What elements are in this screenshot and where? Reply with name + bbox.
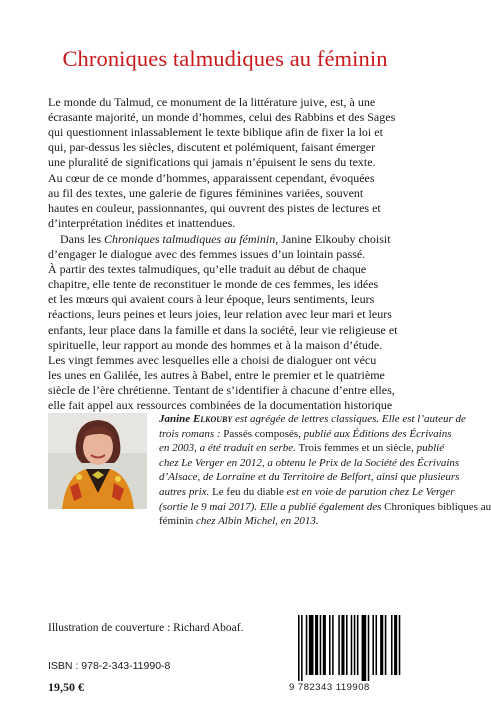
book-name: Trois femmes et un siècle, — [298, 442, 414, 455]
barcode-bar — [341, 615, 344, 675]
text-line: d’interprétation inédites et inattendues. — [48, 216, 236, 231]
book-name: Passés composés, — [223, 427, 301, 440]
text-span: en 2003, a été traduit en serbe. — [159, 442, 296, 455]
book-name: Chroniques bibliques au — [384, 500, 491, 513]
barcode-bar — [320, 615, 322, 675]
barcode-bar — [357, 615, 359, 675]
text-span: chez Le Verger en 2012, a obtenu le Prix de la Société des Écrivains — [159, 456, 460, 469]
barcode-bar — [391, 615, 393, 675]
text-line: et les mœurs qui avaient cours à leur époque, leurs sentiments, leurs — [48, 292, 375, 307]
text-line: réactions, leurs peines et leurs joies, leur relation avec leur mari et leurs — [48, 307, 392, 322]
text-line: hautes en couleur, passionnantes, qui ouvrent des pistes de lectures et — [48, 201, 381, 216]
barcode-bar — [329, 615, 331, 675]
barcode-bar — [368, 615, 370, 681]
barcode-bar — [394, 615, 397, 675]
barcode-bar — [346, 615, 348, 675]
author-first-name: Janine — [159, 413, 191, 425]
ean13-barcode-icon — [289, 615, 406, 681]
text-line: siècle de l’ère chrétienne. Tentant de s’identifier à chacune d’entre elles, — [48, 382, 395, 397]
book-name: féminin — [159, 515, 194, 528]
text-line: Les vingt femmes avec lesquelles elle a choisi de dialoguer ont vécu — [48, 352, 377, 367]
bio-line — [159, 412, 466, 427]
illustration-credit: Illustration de couverture : Richard Aboaf. — [48, 622, 244, 634]
text-line: une pluralité de significations qui jamais n’épuisent le sens du texte. — [48, 155, 376, 170]
bio-line — [159, 514, 405, 529]
barcode-digits: 9 782343 119908 — [289, 682, 370, 693]
text-span: d’Alsace, de Lorraine et du Territoire de Belfort, ainsi que plusieurs — [159, 471, 460, 484]
barcode-bar — [306, 615, 308, 675]
text-line: spirituelle, leur rapport au monde des hommes et à la maison d’étude. — [48, 337, 383, 352]
paragraph-1 — [48, 95, 404, 170]
barcode-bar — [351, 615, 353, 675]
text-span: trois romans : — [159, 427, 221, 440]
barcode-bar — [399, 615, 401, 675]
barcode-bar — [380, 615, 383, 675]
text-line: d’engager le dialogue avec des femmes issues d’un lointain passé. — [48, 247, 366, 262]
book-title-italic: Chroniques talmudiques au féminin, — [104, 232, 279, 246]
barcode-bar — [372, 615, 374, 675]
bio-line — [159, 427, 452, 442]
barcode-bar — [315, 615, 318, 675]
author-bio — [159, 412, 491, 529]
bio-line — [159, 485, 455, 500]
text-line: elle fait appel aux ressources combinées de la documentation historique — [48, 398, 393, 413]
text-line: Au cœur de ce monde d’hommes, apparaissent cependant, évoquées — [48, 171, 375, 185]
book-title: Chroniques talmudiques au féminin — [62, 46, 388, 71]
paragraph-2 — [48, 171, 404, 231]
barcode-bar — [354, 615, 356, 675]
text-line: À partir des textes talmudiques, qu’elle traduit au début de chaque — [48, 262, 367, 277]
isbn: ISBN : 978-2-343-11990-8 — [48, 660, 171, 672]
barcode-bar — [385, 615, 387, 675]
barcode-bar — [362, 615, 367, 681]
text-line: au fil des textes, une galerie de figures féminines variées, souvent — [48, 186, 364, 201]
barcode-bar — [338, 615, 340, 675]
book-name: Le feu du diable — [212, 485, 284, 498]
author-portrait-photo-icon — [48, 413, 147, 509]
barcode-bar — [332, 615, 334, 675]
text-line: Le monde du Talmud, ce monument de la littérature juive, est, à une — [48, 95, 376, 109]
barcode-bar — [298, 615, 300, 681]
text-line: enfants, leur place dans la famille et dans la société, leur vie religieuse et — [48, 322, 398, 337]
text-span: publié aux Éditions des Écrivains — [303, 427, 452, 440]
text-span: chez Albin Michel, en 2013. — [195, 515, 319, 528]
text-span: publié — [416, 442, 445, 455]
price: 19,50 € — [48, 680, 84, 694]
bio-line — [159, 441, 445, 456]
text-line: chapitre, elle tente de reconstituer le monde de ces femmes, les idées — [48, 277, 379, 292]
text-span: Janine Elkouby choisit — [281, 232, 391, 246]
text-line: qui questionnent inlassablement le texte biblique afin de fixer la loi et — [48, 125, 383, 140]
barcode-bar — [323, 615, 326, 675]
text-line — [48, 232, 404, 247]
paragraph-3 — [48, 232, 404, 428]
author-photo — [48, 413, 147, 509]
barcode-bar — [309, 615, 314, 675]
text-span: autres prix. — [159, 485, 210, 498]
text-line: écrasante majorité, un monde d’hommes, celui des Rabbins et des Sages — [48, 110, 396, 125]
bio-line — [159, 500, 491, 515]
author-last-name: Elkouby — [192, 413, 233, 425]
bio-line — [159, 456, 460, 471]
text-span: est en voie de parution chez Le Verger — [286, 485, 455, 498]
bio-line — [159, 470, 460, 485]
text-line: qui, par-dessus les siècles, discutent et polémiquent, faisant émerger — [48, 140, 376, 155]
barcode-bar — [301, 615, 303, 681]
text-line: les unes en Galilée, les autres à Babel, entre le premier et le quatrième — [48, 367, 385, 382]
barcode — [289, 615, 406, 695]
text-span: est agrégée de lettres classiques. Elle est l’auteur de — [235, 413, 466, 425]
barcode-bar — [376, 615, 378, 675]
text-span: Dans les — [60, 232, 101, 246]
text-span: (sortie le 9 mai 2017). Elle a publié également des — [159, 500, 382, 513]
